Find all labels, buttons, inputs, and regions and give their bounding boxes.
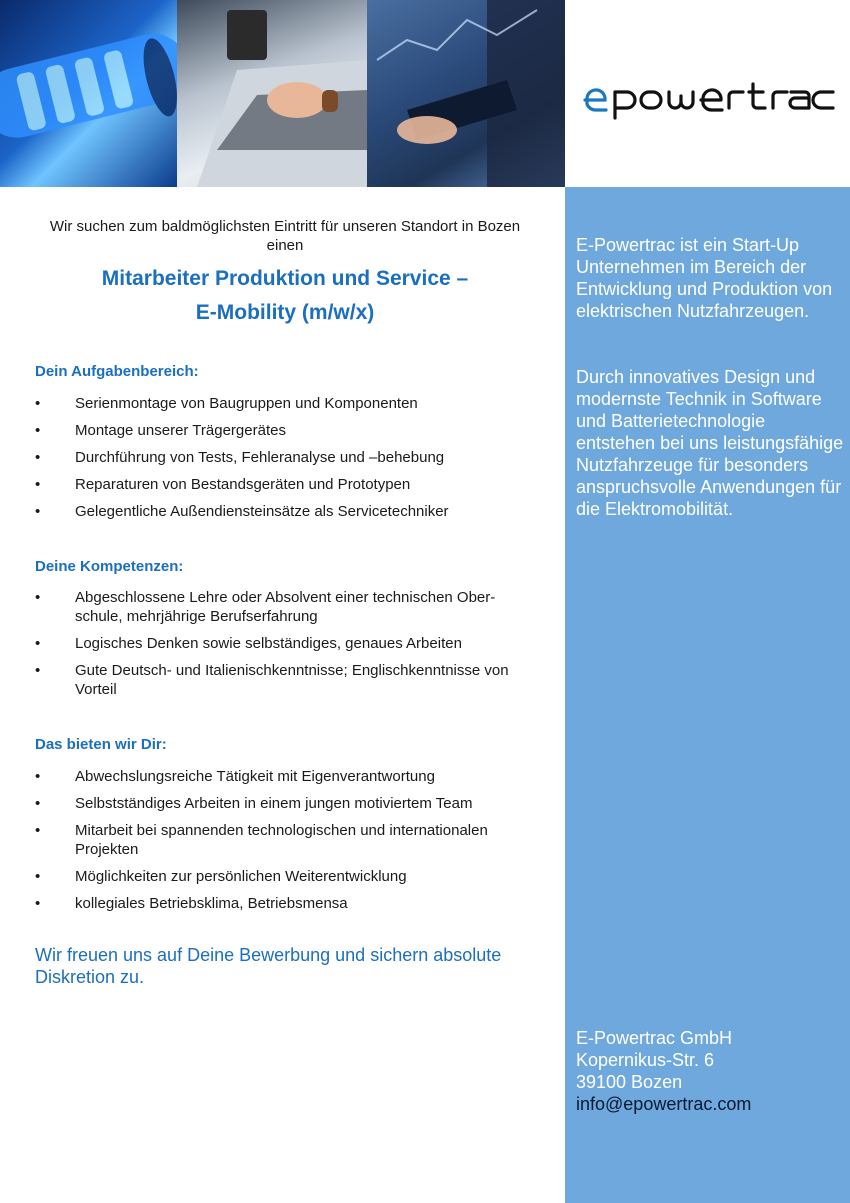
list-item: • Selbstständiges Arbeiten in einem jungen motiviertem Team: [35, 794, 535, 813]
intro-text: Wir suchen zum baldmöglichsten Eintritt für unseren Standort in Bozen einen: [49, 218, 521, 254]
tasks-list: [35, 394, 535, 529]
battery-cells-image: [0, 0, 177, 187]
list-item: • Montage unserer Trägergerätes: [35, 421, 535, 440]
contact-email-link[interactable]: info@epowertrac.com: [576, 1094, 752, 1114]
list-item: • Abwechslungsreiche Tätigkeit mit Eigenverantwortung: [35, 767, 535, 786]
company-city: 39100 Bozen: [576, 1072, 683, 1092]
closing-statement: Wir freuen uns auf Deine Bewerbung und sichern absolute Diskretion zu.: [35, 945, 502, 987]
job-title-line-2: E-Mobility (m/w/x): [195, 301, 375, 324]
laptop-typing-image: [177, 0, 367, 187]
list-item: • Serienmontage von Baugruppen und Komponenten: [35, 394, 535, 413]
offer-heading: Das bieten wir Dir:: [35, 736, 167, 753]
company-about-text: E-Powertrac ist ein Start-Up Unternehmen im Bereich der Entwicklung und Produktion von elektrischen Nutzfahrzeugen.: [576, 235, 833, 321]
contact-block: [576, 1027, 846, 1115]
tasks-heading: Dein Aufgabenbereich:: [35, 363, 199, 380]
skills-list: [35, 588, 525, 707]
epowertrac-logo: [583, 80, 835, 120]
list-item: • Gute Deutsch- und Italienischkenntnisse; Englischkenntnisse von Vorteil: [35, 661, 525, 699]
list-item: • Gelegentliche Außendiensteinsätze als Servicetechniker: [35, 502, 535, 521]
list-item: • Logisches Denken sowie selbständiges, genaues Arbeiten: [35, 634, 525, 653]
list-item: • Durchführung von Tests, Fehleranalyse und –behebung: [35, 448, 535, 467]
job-title: [35, 262, 535, 330]
company-name: E-Powertrac GmbH: [576, 1028, 733, 1048]
job-title-line-1: Mitarbeiter Produktion und Service –: [101, 267, 469, 290]
list-item: • Reparaturen von Bestandsgeräten und Prototypen: [35, 475, 535, 494]
company-street: Kopernikus-Str. 6: [576, 1050, 715, 1070]
list-item: • Mitarbeit bei spannenden technologischen und internationalen Projekten: [35, 821, 535, 859]
list-item: • Abgeschlossene Lehre oder Absolvent einer technischen Ober-schule, mehrjährige Berufserfahrung: [35, 588, 525, 626]
tablet-business-image: [367, 0, 565, 187]
list-item: • Möglichkeiten zur persönlichen Weiterentwicklung: [35, 867, 535, 886]
company-info-sidebar: [565, 187, 850, 1203]
offer-list: [35, 767, 535, 921]
skills-heading: Deine Kompetenzen:: [35, 558, 184, 575]
company-description-text: Durch innovatives Design und modernste Technik in Software und Batterietechnologie entstehen bei uns leistungsfähige Nutzfahrzeuge für besonders anspruchsvolle Anwendungen für die Elektromobilität.: [576, 367, 844, 519]
list-item: • kollegiales Betriebsklima, Betriebsmensa: [35, 894, 535, 913]
